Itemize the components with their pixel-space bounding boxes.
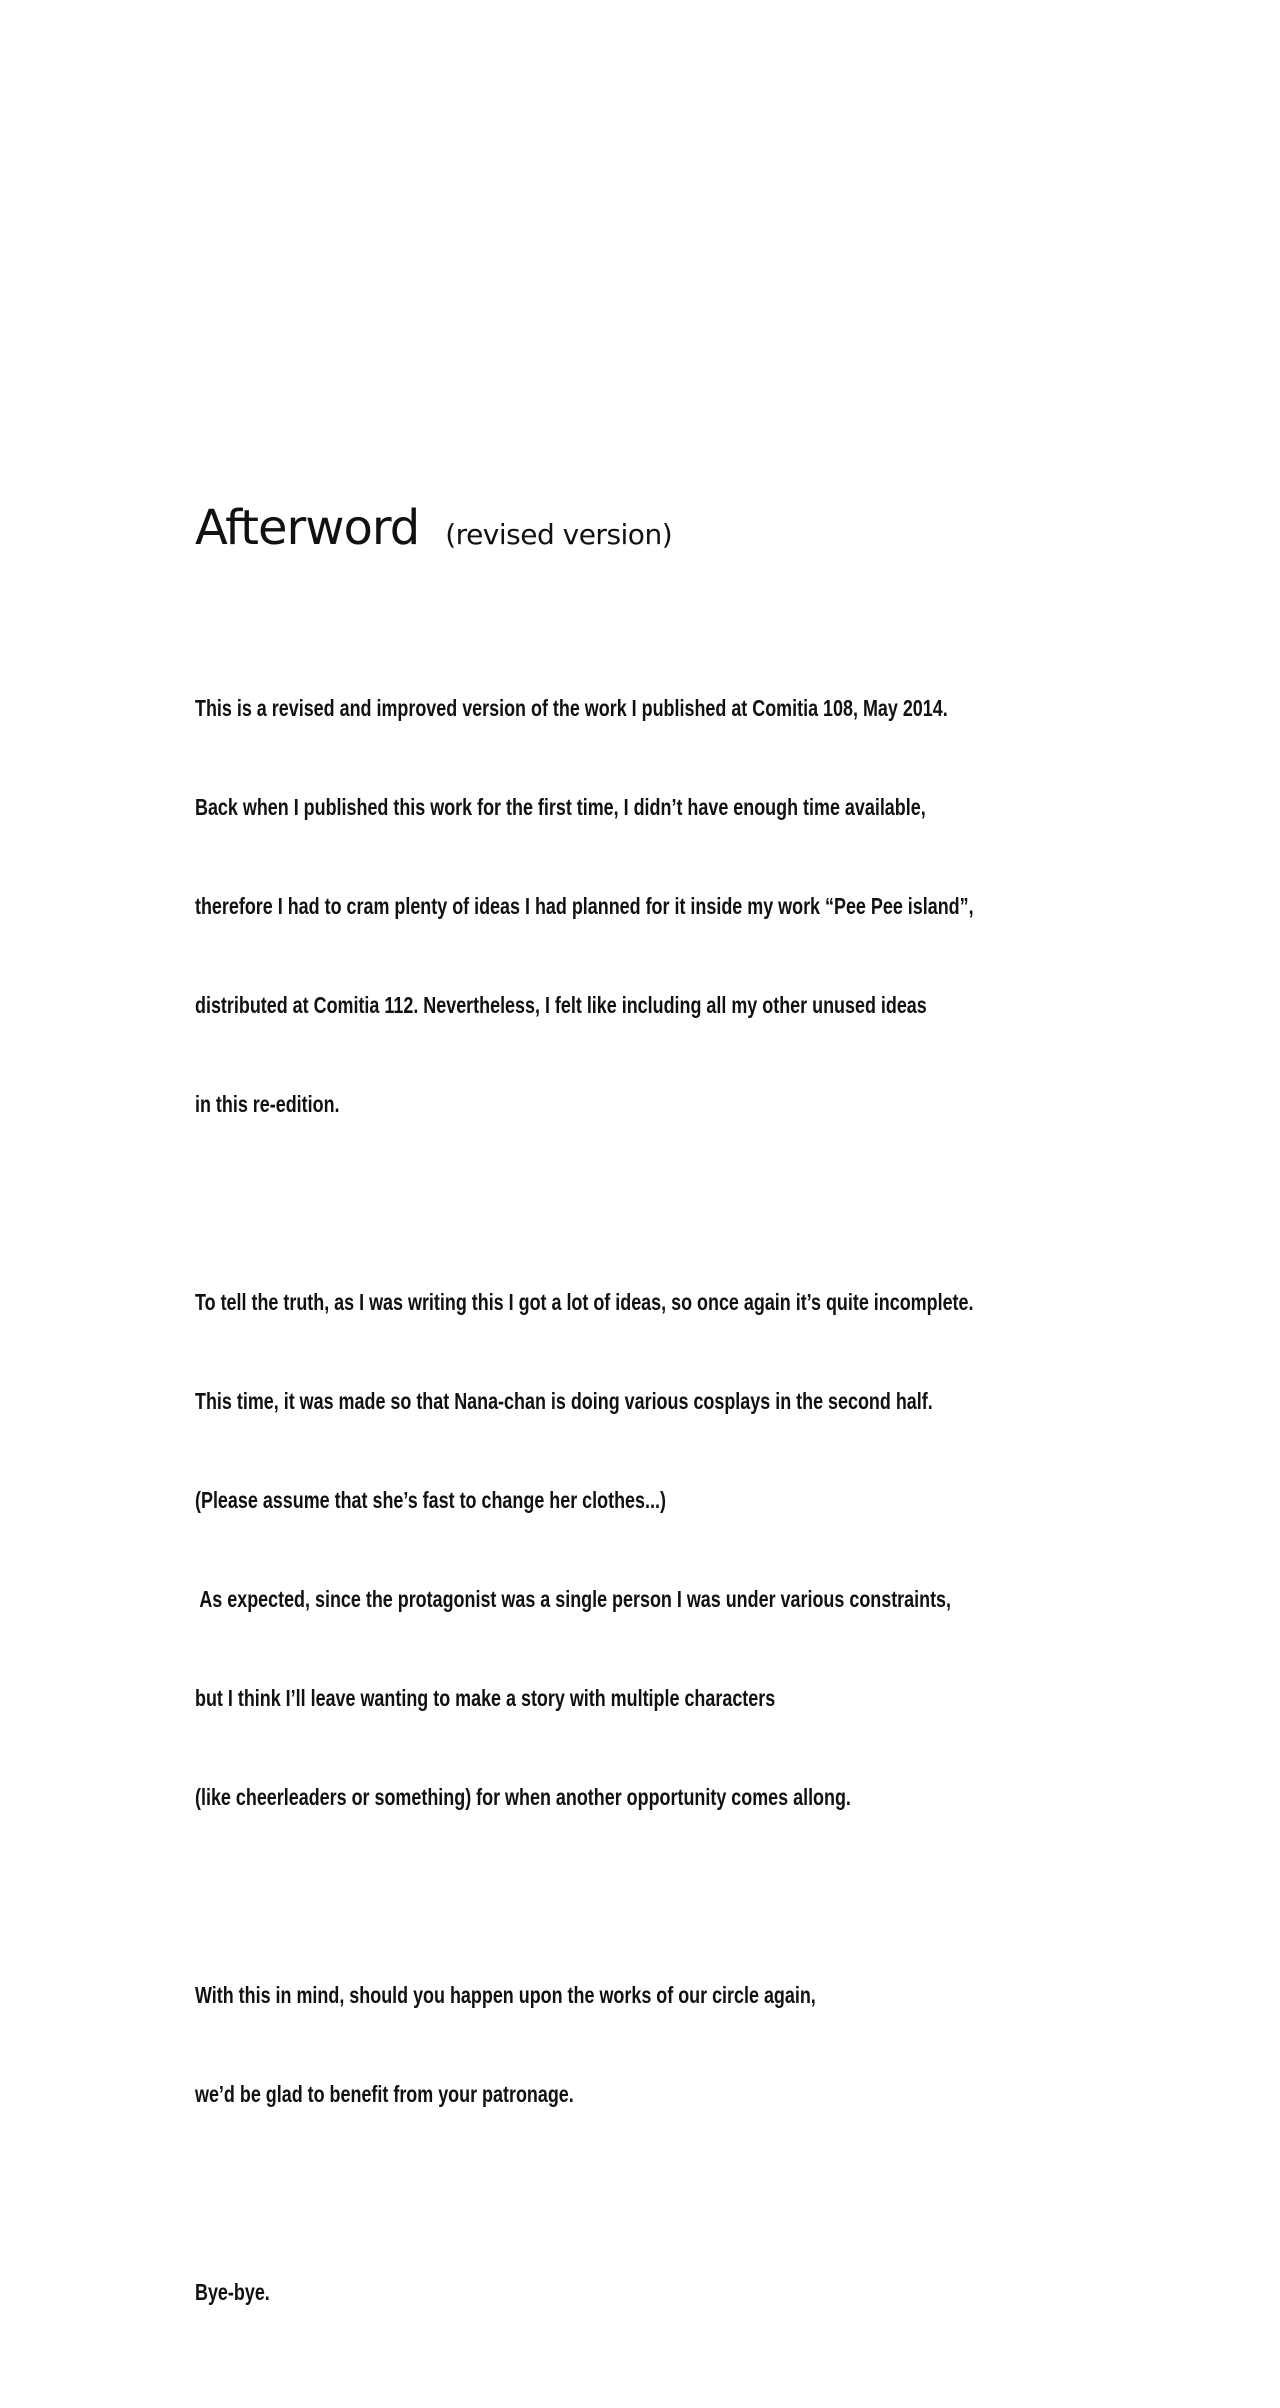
page-subtitle: (revised version) <box>445 518 673 551</box>
text-line: Back when I published this work for the first time, I didn’t have enough time available, <box>195 794 926 820</box>
text-line: As expected, since the protagonist was a single person I was under various constraints, <box>195 1586 952 1612</box>
text-line: we’d be glad to benefit from your patronage. <box>195 2081 574 2107</box>
text-line: therefore I had to cram plenty of ideas I had planned for it inside my work “Pee Pee island”, <box>195 893 974 919</box>
paragraph-1 <box>195 626 1006 1187</box>
text-line: Bye-bye. <box>195 2279 270 2305</box>
paragraph-4 <box>195 2210 1006 2375</box>
text-line: This time, it was made so that Nana-chan is doing various cosplays in the second half. <box>195 1388 933 1414</box>
text-line: This is a revised and improved version of the work I published at Comitia 108, May 2014. <box>195 695 948 721</box>
page-title: Afterword <box>195 500 420 556</box>
title-row <box>195 500 672 556</box>
text-line: (Please assume that she’s fast to change her clothes...) <box>195 1487 666 1513</box>
text-line: distributed at Comitia 112. Nevertheless, I felt like including all my other unused ideas <box>195 992 927 1018</box>
text-line: (like cheerleaders or something) for when another opportunity comes allong. <box>195 1784 851 1810</box>
text-line: in this re-edition. <box>195 1091 340 1117</box>
paragraph-3 <box>195 1913 1006 2177</box>
text-line: With this in mind, should you happen upon the works of our circle again, <box>195 1982 816 2008</box>
text-line: but I think I’ll leave wanting to make a story with multiple characters <box>195 1685 776 1711</box>
paragraph-2 <box>195 1220 1006 1880</box>
afterword-body <box>195 626 1006 2408</box>
text-line: To tell the truth, as I was writing this I got a lot of ideas, so once again it’s quite incomplete. <box>195 1289 974 1315</box>
